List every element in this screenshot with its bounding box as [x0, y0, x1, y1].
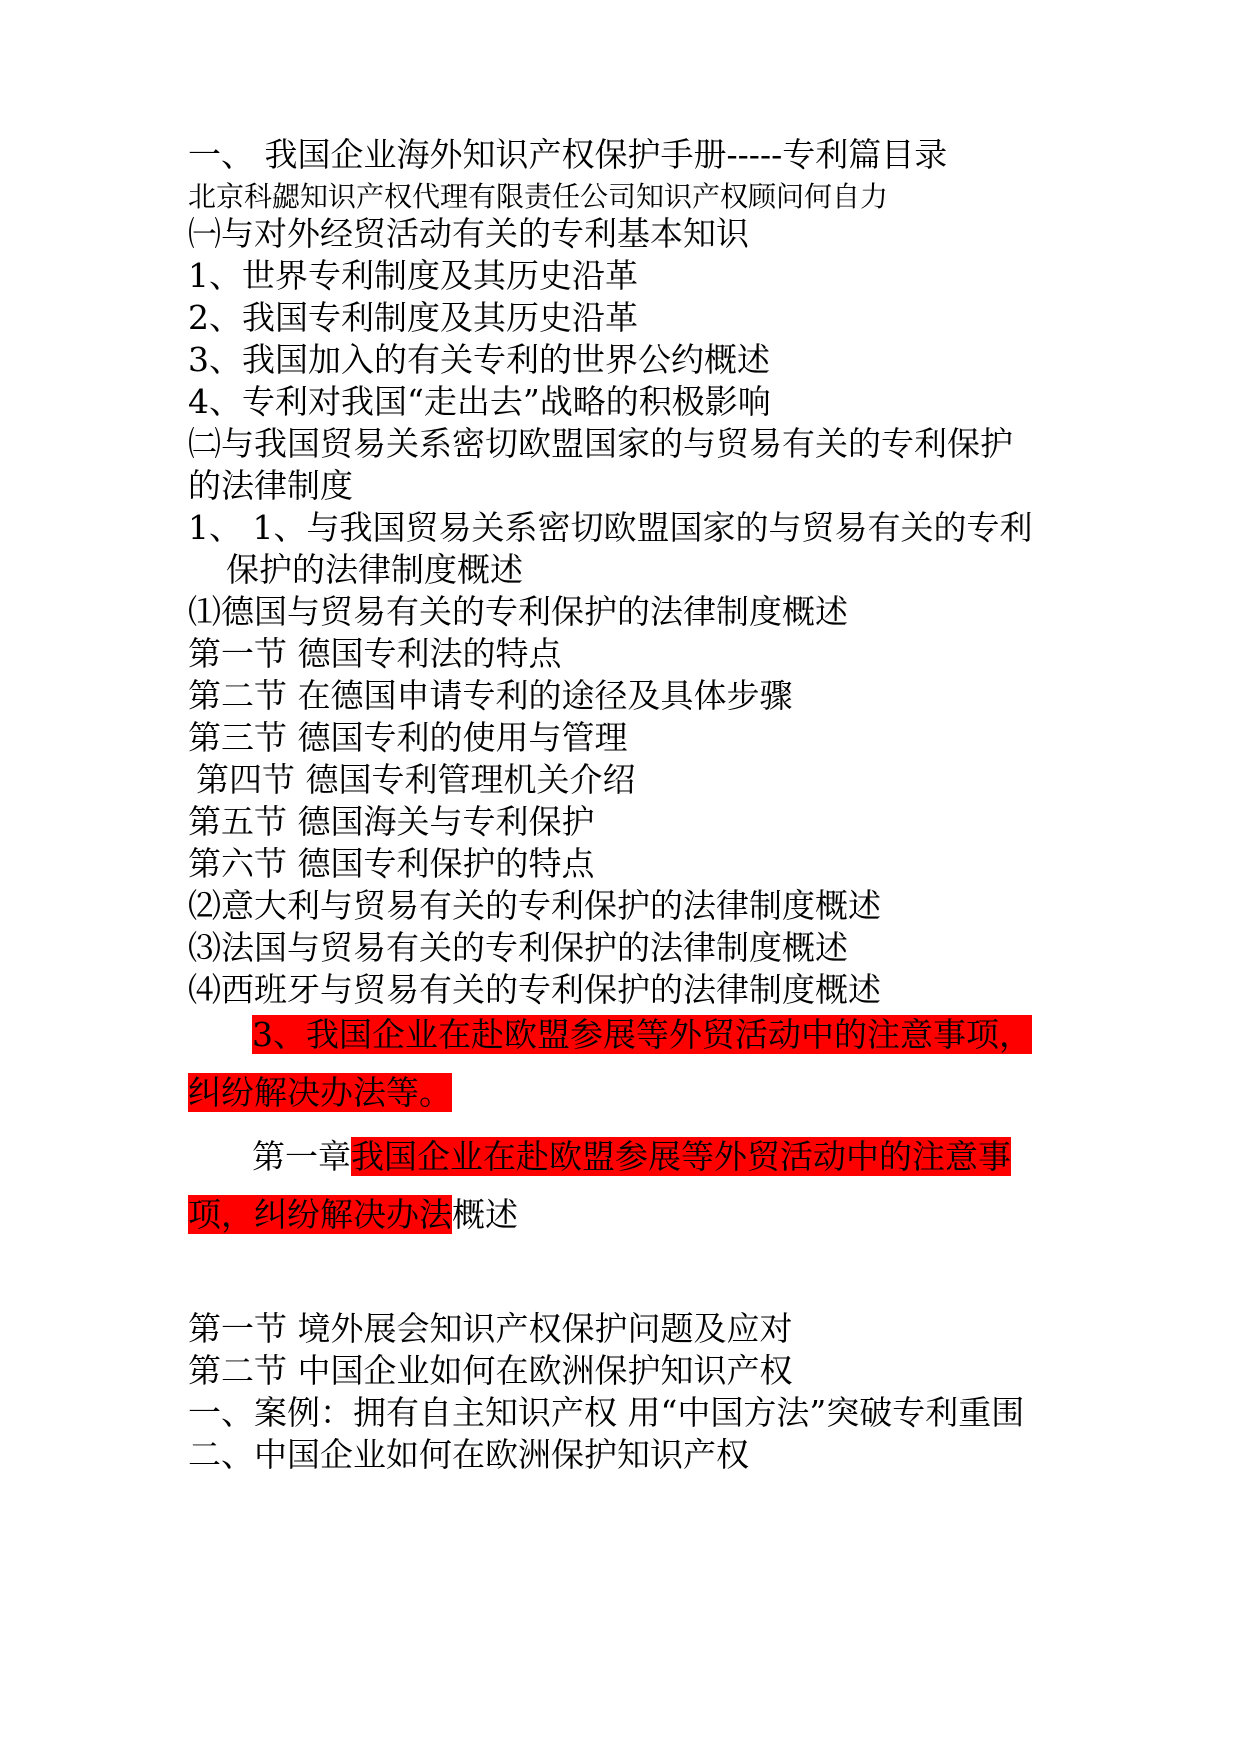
toc-line: ⑶法国与贸易有关的专利保护的法律制度概述: [188, 928, 848, 967]
chapter-heading: [252, 1136, 1011, 1178]
toc-line: 第四节 德国专利管理机关介绍: [196, 760, 636, 799]
toc-line: ㈡与我国贸易关系密切欧盟国家的与贸易有关的专利保护: [188, 424, 1013, 463]
toc-line: 第一节 德国专利法的特点: [188, 634, 562, 673]
document-title: 一、 我国企业海外知识产权保护手册-----专利篇目录: [188, 135, 948, 174]
chapter-suffix: 概述: [452, 1195, 518, 1234]
toc-line: 第五节 德国海关与专利保护: [188, 802, 595, 841]
author-line: 北京科勰知识产权代理有限责任公司知识产权顾问何自力: [188, 180, 889, 213]
toc-line: 一、案例：拥有自主知识产权 用“中国方法”突破专利重围: [188, 1393, 1025, 1432]
toc-line: 第二节 中国企业如何在欧洲保护知识产权: [188, 1351, 793, 1390]
toc-line: ⑷西班牙与贸易有关的专利保护的法律制度概述: [188, 970, 881, 1009]
highlight-text: 项，纠纷解决办法: [188, 1195, 452, 1234]
toc-line: 4、专利对我国“走出去”战略的积极影响: [188, 382, 771, 421]
highlight-text: 我国企业在赴欧盟参展等外贸活动中的注意事: [351, 1137, 1011, 1176]
toc-line: 第六节 德国专利保护的特点: [188, 844, 595, 883]
toc-line: 1、 1、与我国贸易关系密切欧盟国家的与贸易有关的专利: [188, 508, 1033, 547]
chapter-prefix: 第一章: [252, 1137, 351, 1176]
highlight-text: 纠纷解决办法等。: [188, 1073, 452, 1112]
toc-line: 1、世界专利制度及其历史沿革: [188, 256, 638, 295]
toc-line: 第一节 境外展会知识产权保护问题及应对: [188, 1309, 793, 1348]
chapter-heading-continuation: [188, 1194, 518, 1236]
highlighted-heading: [252, 1014, 1032, 1056]
highlight-text: 3、我国企业在赴欧盟参展等外贸活动中的注意事项，: [252, 1015, 1032, 1054]
toc-line: 保护的法律制度概述: [226, 550, 523, 589]
toc-line: ⑴德国与贸易有关的专利保护的法律制度概述: [188, 592, 848, 631]
toc-line: 2、我国专利制度及其历史沿革: [188, 298, 638, 337]
toc-line: 3、我国加入的有关专利的世界公约概述: [188, 340, 770, 379]
highlighted-heading-continuation: [188, 1072, 452, 1114]
toc-line: 第三节 德国专利的使用与管理: [188, 718, 628, 757]
toc-line: ㈠与对外经贸活动有关的专利基本知识: [188, 214, 749, 253]
toc-line: 第二节 在德国申请专利的途径及具体步骤: [188, 676, 793, 715]
toc-line: 二、中国企业如何在欧洲保护知识产权: [188, 1435, 749, 1474]
toc-line: ⑵意大利与贸易有关的专利保护的法律制度概述: [188, 886, 881, 925]
toc-line: 的法律制度: [188, 466, 353, 505]
